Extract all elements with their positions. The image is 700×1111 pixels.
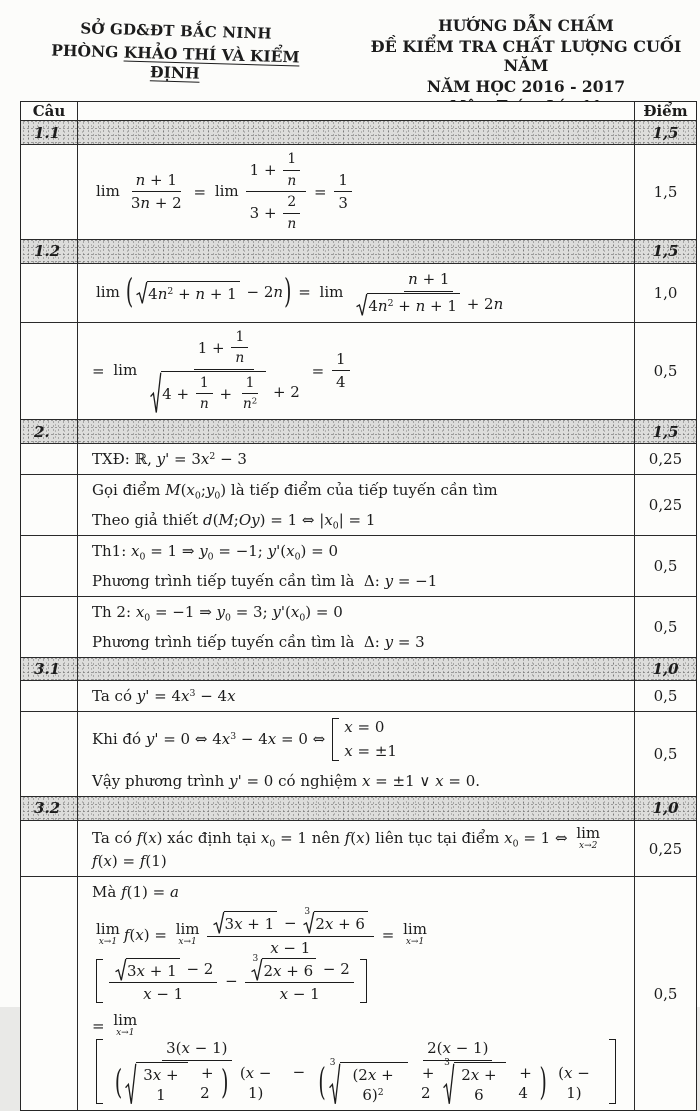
issuer-line1: SỞ GD&ĐT BẮC NINH — [80, 19, 272, 43]
section-spacer-cell — [77, 658, 634, 680]
content-row — [21, 144, 696, 239]
solution-cell — [77, 145, 634, 239]
cau-cell: 2. — [34, 422, 50, 441]
score-cell: 0,5 — [634, 597, 696, 657]
content-row — [21, 820, 696, 876]
solution-line: Mà f(1) = a — [92, 883, 179, 902]
radical: $4n^2 + n + 1$ — [136, 281, 240, 304]
document-header — [0, 0, 700, 115]
content-row — [21, 443, 696, 474]
solution-line: Phương trình tiếp tuyến cần tìm là Δ: y = 3 — [92, 632, 425, 651]
cau-cell — [21, 536, 77, 596]
score-cell: 0,5 — [634, 877, 696, 1110]
score-cell: 0,5 — [634, 323, 696, 420]
score-cell: 0,5 — [634, 536, 696, 596]
issuer-line2-prefix: PHÒNG — [50, 40, 125, 62]
content-row — [21, 680, 696, 711]
score-cell: 0,25 — [634, 821, 696, 876]
title-line2: ĐỀ KIỂM TRA CHẤT LƯỢNG CUỐI NĂM — [370, 37, 682, 75]
solution-cell — [77, 821, 634, 876]
title-line1: HƯỚNG DẪN CHẤM — [438, 16, 614, 35]
section-row-1.2 — [21, 239, 696, 263]
solution-cell — [77, 475, 634, 535]
cau-cell — [21, 712, 77, 796]
solution-line: lim ( $4n^2 + n + 1$ − 2n ) = lim n + 1 $4n^2 + n + 1$ + 2n — [96, 270, 504, 315]
solution-line: TXĐ: ℝ , $y' = 3x^2 - 3$ — [92, 450, 247, 468]
solution-line: Ta có $y' = 4x^3 - 4x$ — [92, 686, 236, 705]
cau-cell — [21, 475, 77, 535]
radical: 3 2x + 6 — [303, 911, 368, 934]
cau-cell: 1.2 — [34, 242, 61, 260]
cau-cell — [21, 323, 77, 420]
cau-cell — [21, 597, 77, 657]
cau-cell — [21, 681, 77, 711]
cau-cell: 3.2 — [34, 799, 61, 818]
section-spacer-cell — [77, 420, 634, 443]
solution-cell — [77, 536, 634, 596]
score-cell: 1,5 — [634, 240, 696, 263]
section-spacer-cell — [77, 121, 634, 144]
title-line3: NĂM HỌC 2016 - 2017 — [426, 77, 626, 96]
solution-cell — [77, 264, 634, 322]
solution-line: Vậy phương trình y' = 0 có nghiệm x = ±1 ∨ x = 0. — [92, 771, 481, 790]
solution-cell — [77, 323, 634, 420]
score-cell: 1,5 — [634, 145, 696, 239]
radical: 3x + 1 — [213, 911, 278, 934]
empty-column-header — [77, 102, 634, 120]
solution-line: Gọi điểm $M(x_0;y_0)$ là tiếp điểm của tiếp tuyến cần tìm — [92, 481, 498, 502]
content-row — [21, 596, 696, 657]
solution-cell — [77, 877, 634, 1110]
content-row — [21, 535, 696, 596]
cau-cell — [21, 145, 77, 239]
score-cell: 0,25 — [634, 475, 696, 535]
score-cell: 1,0 — [634, 264, 696, 322]
score-cell: 0,25 — [634, 444, 696, 474]
radical: 3x + 1 — [115, 958, 180, 981]
radical: 3 $(2x + 6)^2$ — [329, 1062, 409, 1106]
table-header-row — [21, 102, 696, 120]
section-row-2. — [21, 419, 696, 443]
solution-line: Khi đó y' = 0 ⇔ $4x^3 - 4x = 0$ ⇔ x = 0 x = ±1 — [92, 718, 397, 761]
solution-line: Theo giả thiết d(M;Oy) = 1 ⇔ $|x_0| = 1$ — [92, 510, 376, 532]
cau-cell — [21, 821, 77, 876]
cau-cell — [21, 264, 77, 322]
content-row — [21, 474, 696, 535]
section-spacer-cell — [77, 797, 634, 820]
solution-line: Th 2: $x_0 = -1$ ⇒ $y_0 = 3$; $y'(x_0) = 0$ — [92, 603, 343, 624]
section-row-3.1 — [21, 657, 696, 680]
diem-column-header: Điểm — [634, 102, 696, 120]
cau-column-header: Câu — [32, 102, 66, 120]
content-row — [21, 322, 696, 420]
radical: $4n^2 + n + 1$ — [356, 293, 460, 316]
score-cell: 0,5 — [634, 681, 696, 711]
cau-cell — [21, 444, 77, 474]
issuer-line2-underlined: KHẢO THÍ VÀ KIỂM ĐỊNH — [123, 42, 300, 83]
issuer-line2 — [40, 40, 311, 86]
solution-cell — [77, 597, 634, 657]
solution-line: Phương trình tiếp tuyến cần tìm là Δ: y = −1 — [92, 571, 438, 590]
content-row — [21, 876, 696, 1110]
section-row-3.2 — [21, 796, 696, 820]
section-spacer-cell — [77, 240, 634, 263]
solution-line: lim x→1 f(x) = lim x→1 3x + 1 − 3 2x + 6 x − 1 = lim x→1 3x + 1 − 2 x − 1 − 3 2x + 6 − 2 x − 1 — [96, 907, 427, 1004]
radical: 3x + 1 — [125, 1062, 187, 1106]
score-cell: 1,0 — [634, 797, 696, 820]
score-cell: 1,0 — [634, 658, 696, 680]
radical: 3 2x + 6 — [443, 1062, 506, 1106]
solution-line: Ta có f(x) xác định tại $x_0 = 1$ nên f(x) liên tục tại điểm $x_0 = 1$ ⇔ lim x→2 f(x) = f(1) — [92, 823, 601, 870]
answer-key-table — [20, 101, 697, 1111]
solution-line: = lim 1 + $\frac{1}{n}$ 4 + $\frac{1}{n}$ + $\frac{1}{n^2}$ + 2 = $\frac{1}{4}$ — [82, 327, 630, 416]
score-cell: 0,5 — [634, 712, 696, 796]
score-cell: 1,5 — [634, 420, 696, 443]
score-cell: 1,5 — [634, 121, 696, 144]
solution-line: = lim x→1 3(x − 1) ( 3x + 1 + 2 ) (x − 1) − 2(x − 1) ( 3 $(2x + 6)^2$ + 2 3 2x + 6 + 4 ) (x − 1) — [82, 1012, 630, 1106]
solution-cell — [77, 444, 634, 474]
solution-line: lim $\frac{n + 1}{3n + 2}$ = lim 1 + $\frac{1}{n}$ 3 + $\frac{2}{n}$ = $\frac{1}{3}$ — [82, 149, 630, 235]
radical: 3 2x + 6 — [251, 958, 316, 981]
radical: 4 + $\frac{1}{n}$ + $\frac{1}{n^2}$ — [150, 371, 266, 414]
content-row — [21, 263, 696, 322]
cau-cell: 1.1 — [34, 123, 61, 142]
cau-cell: 3.1 — [34, 659, 61, 678]
solution-cell — [77, 681, 634, 711]
solution-cell — [77, 712, 634, 796]
section-row-1.1 — [21, 120, 696, 144]
cau-cell — [21, 877, 77, 1110]
solution-line: Th1: $x_0 = 1$ ⇒ $y_0 = -1$; $y'(x_0) = 0$ — [92, 542, 338, 563]
content-row — [21, 711, 696, 796]
